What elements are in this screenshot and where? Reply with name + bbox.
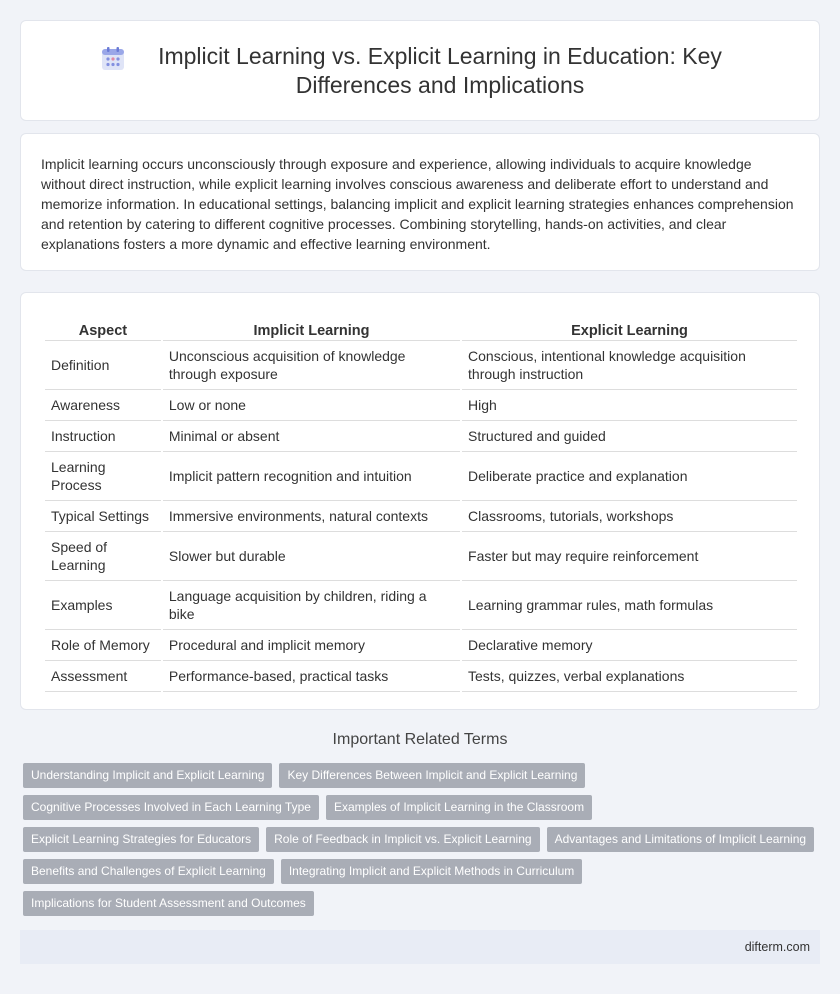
table-row	[45, 630, 797, 661]
cell-explicit: Learning grammar rules, math formulas	[462, 581, 797, 630]
cell-implicit: Performance-based, practical tasks	[163, 661, 460, 692]
cell-implicit: Language acquisition by children, riding a bike	[163, 581, 460, 630]
related-term-tag[interactable]: Integrating Implicit and Explicit Methods in Curriculum	[281, 859, 582, 884]
related-terms-list	[23, 763, 823, 923]
cell-explicit: High	[462, 390, 797, 421]
cell-aspect: Role of Memory	[45, 630, 161, 661]
cell-aspect: Definition	[45, 341, 161, 390]
table-header-row	[45, 315, 797, 341]
table-row	[45, 532, 797, 581]
table-row	[45, 421, 797, 452]
cell-implicit: Unconscious acquisition of knowledge through exposure	[163, 341, 460, 390]
cell-aspect: Speed of Learning	[45, 532, 161, 581]
cell-implicit: Minimal or absent	[163, 421, 460, 452]
cell-aspect: Assessment	[45, 661, 161, 692]
page-title: Implicit Learning vs. Explicit Learning in Education: Key Differences and Implications	[158, 42, 722, 98]
cell-implicit: Implicit pattern recognition and intuition	[163, 452, 460, 501]
tag-row	[23, 763, 823, 788]
table-row	[45, 581, 797, 630]
cell-aspect: Learning Process	[45, 452, 161, 501]
tag-row	[23, 795, 823, 820]
related-term-tag[interactable]: Cognitive Processes Involved in Each Learning Type	[23, 795, 319, 820]
title-wrap	[100, 42, 740, 100]
tag-row	[23, 827, 823, 852]
table-row	[45, 390, 797, 421]
tag-row	[23, 859, 823, 884]
cell-explicit: Declarative memory	[462, 630, 797, 661]
cell-implicit: Immersive environments, natural contexts	[163, 501, 460, 532]
footer	[20, 930, 820, 964]
table-row	[45, 661, 797, 692]
cell-aspect: Examples	[45, 581, 161, 630]
table-row	[45, 452, 797, 501]
header-card	[20, 20, 820, 121]
related-term-tag[interactable]: Implications for Student Assessment and Outcomes	[23, 891, 314, 916]
intro-card	[20, 133, 820, 271]
related-terms-heading: Important Related Terms	[332, 731, 508, 748]
related-term-tag[interactable]: Advantages and Limitations of Implicit Learning	[547, 827, 814, 852]
related-term-tag[interactable]: Explicit Learning Strategies for Educators	[23, 827, 259, 852]
calendar-grid-icon	[100, 46, 126, 72]
cell-explicit: Conscious, intentional knowledge acquisition through instruction	[462, 341, 797, 390]
cell-aspect: Awareness	[45, 390, 161, 421]
related-term-tag[interactable]: Role of Feedback in Implicit vs. Explicit Learning	[266, 827, 539, 852]
cell-explicit: Tests, quizzes, verbal explanations	[462, 661, 797, 692]
related-term-tag[interactable]: Examples of Implicit Learning in the Classroom	[326, 795, 592, 820]
cell-explicit: Faster but may require reinforcement	[462, 532, 797, 581]
table-row	[45, 341, 797, 390]
related-term-tag[interactable]: Understanding Implicit and Explicit Learning	[23, 763, 272, 788]
cell-explicit: Deliberate practice and explanation	[462, 452, 797, 501]
header-explicit: Explicit Learning	[462, 315, 797, 341]
header-aspect: Aspect	[45, 315, 161, 341]
cell-explicit: Classrooms, tutorials, workshops	[462, 501, 797, 532]
comparison-table	[43, 315, 799, 692]
table-row	[45, 501, 797, 532]
cell-explicit: Structured and guided	[462, 421, 797, 452]
cell-implicit: Slower but durable	[163, 532, 460, 581]
comparison-table-card	[20, 292, 820, 710]
intro-paragraph: Implicit learning occurs unconsciously through exposure and experience, allowing individuals to acquire knowledge without direct instruction, while explicit learning involves conscious awareness and deliberate effort to understand and memorize information. In educational settings, balancing implicit and explicit learning strategies enhances comprehension and retention by catering to different cognitive processes. Combining storytelling, hands-on activities, and clear explanations fosters a more dynamic and effective learning environment.	[41, 156, 794, 252]
cell-aspect: Instruction	[45, 421, 161, 452]
tag-row	[23, 891, 823, 916]
header-implicit: Implicit Learning	[163, 315, 460, 341]
cell-implicit: Low or none	[163, 390, 460, 421]
cell-aspect: Typical Settings	[45, 501, 161, 532]
footer-site-link[interactable]: difterm.com	[744, 940, 810, 954]
cell-implicit: Procedural and implicit memory	[163, 630, 460, 661]
related-term-tag[interactable]: Benefits and Challenges of Explicit Learning	[23, 859, 274, 884]
related-term-tag[interactable]: Key Differences Between Implicit and Explicit Learning	[279, 763, 585, 788]
